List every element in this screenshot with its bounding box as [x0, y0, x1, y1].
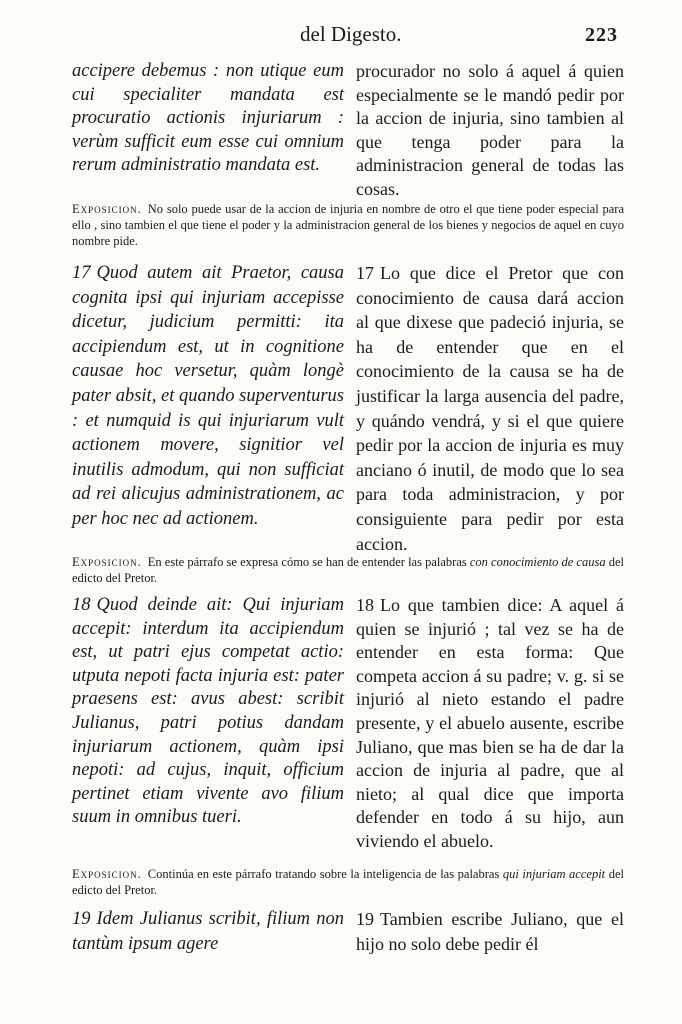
latin-body: Idem Julianus scribit, filium non tantùm ipsum agere	[72, 909, 344, 954]
paragraph-number: 19	[72, 909, 91, 929]
page-number: 223	[585, 24, 618, 46]
latin-text	[72, 907, 344, 956]
exposicion-text-end: del edicto del Pretor.	[72, 867, 625, 897]
exposicion-note	[72, 201, 624, 249]
exposicion-text: No solo puede usar de la accion de injuria en nombre de otro el que tiene poder especial para ello , sino tambien el que tiene el poder y la administracion general de los bienes y negocios de aquel en cuyo nombre pide.	[72, 202, 624, 248]
paragraph-number: 18	[356, 595, 374, 615]
spanish-text: procurador no solo á aquel á quien especialmente se le mandó pedir por la accion de injuria, sino tambien al que tenga poder para la administracion general de todas las cosas.	[356, 61, 624, 199]
running-title: del Digesto.	[300, 22, 402, 46]
spanish-body: Lo que dice el Pretor que con conocimiento de causa dará accion al que dixese que padeció injuria, se ha de entender que en el conocimiento de la causa se ha de justificar la larga ausencia del padre, y quándo vendrá, y si el que quiere pedir por la accion de injuria es muy anciano ó inutil, de modo que lo sea para toda administracion, y por consiguiente para pedir por esta accion.	[356, 263, 624, 554]
paragraph-17	[72, 261, 624, 554]
latin-body: Quod deinde ait: Qui injuriam accepit: interdum ita accipiendum est, ut patri ejus competat actio: utputa nepoti facta injuria est: pater praesens est: avus abest: scribit Julianus, patri potius dandam injuriarum actionem, quàm ipsi nepoti: ad cujus, inquit, officium pertinet etiam vivente avo filium suum in omnibus tueri.	[72, 595, 344, 828]
exposicion-label: Exposicion.	[72, 202, 142, 216]
exposicion-text: En este párrafo se expresa cómo se han de entender las palabras	[147, 555, 467, 569]
latin-text	[72, 261, 344, 532]
paragraph-18	[72, 594, 624, 858]
spanish-text	[356, 594, 624, 854]
exposicion-label: Exposicion.	[72, 555, 142, 569]
spanish-text	[356, 907, 624, 956]
paragraph-number: 18	[72, 595, 91, 615]
latin-text: accipere debemus : non utique eum cui specialiter mandata est procuratio actionis injuriarum : verùm sufficit eum esse cui omnium rerum administratio mandata est.	[72, 61, 344, 176]
spanish-body: Tambien escribe Juliano, que el hijo no solo debe pedir él	[356, 909, 624, 954]
page-header	[0, 22, 682, 50]
paragraph-number: 17	[356, 263, 374, 283]
latin-text	[72, 594, 344, 830]
exposicion-text-end: del edicto del Pretor.	[72, 555, 624, 585]
quoted-phrase: qui injuriam accepit	[502, 867, 606, 881]
paragraph-19	[72, 907, 624, 961]
exposicion-text: Continúa en este párrafo tratando sobre la inteligencia de las palabras	[147, 867, 500, 881]
paragraph-continuation	[72, 60, 624, 199]
exposicion-note	[72, 866, 624, 898]
quoted-phrase: con conocimiento de causa	[469, 555, 606, 569]
spanish-body: Lo que tambien dice: A aquel á quien se injurió ; tal vez se ha de entender en esta forma: Que competa accion á su padre; v. g. si se injurió al nieto estando el padre presente, y el abuelo ausente, escribe Juliano, que mas bien se ha de dar la accion de injuria al padre, que al nieto; al qual dice que importa defender en todo á su hijo, aun viviendo el abuelo.	[356, 595, 624, 851]
paragraph-number: 17	[72, 263, 91, 283]
exposicion-label: Exposicion.	[72, 867, 142, 881]
spanish-text	[356, 261, 624, 556]
paragraph-number: 19	[356, 909, 374, 929]
latin-body: Quod autem ait Praetor, causa cognita ipsi qui injuriam accepisse dicetur, judicium permitti: ita accipiendum est, ut in cognitione causae hoc versetur, quàm longè pater absit, et quando superventurus : et numquid is qui injuriarum vult actionem movere, signitior vel inutilis admodum, qui non sufficiat ad rei alicujus administrationem, ac per hoc nec ad actionem.	[72, 263, 344, 529]
exposicion-note	[72, 554, 624, 586]
